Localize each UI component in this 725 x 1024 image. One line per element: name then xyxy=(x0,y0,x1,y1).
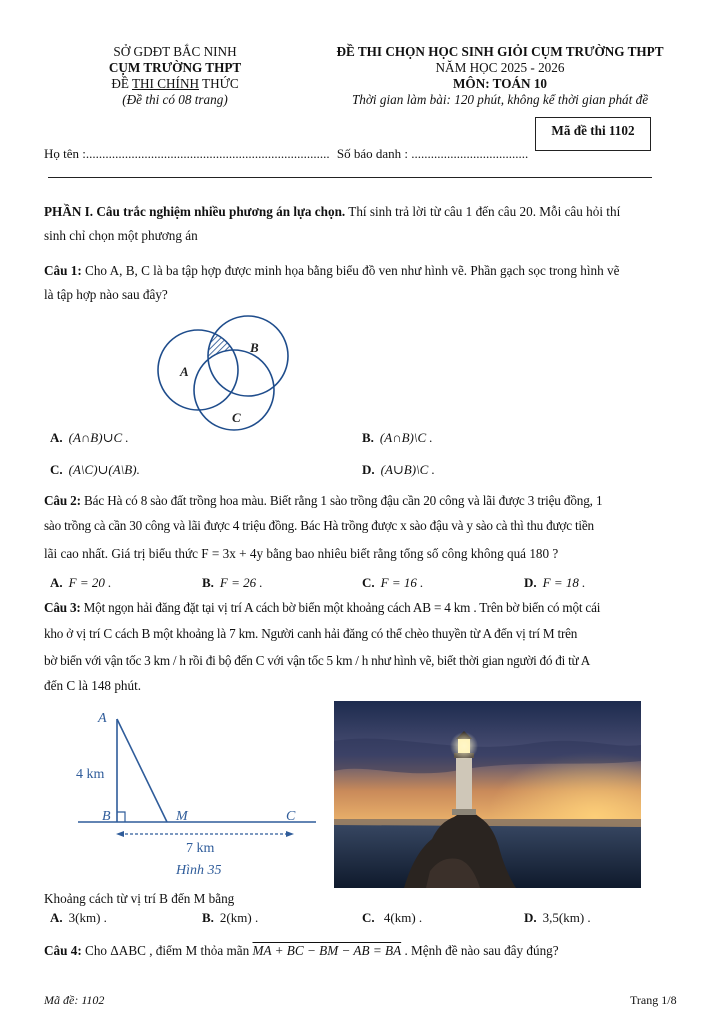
q2-text-2: sào trồng cà cần 30 công và lãi được 4 triệu đồng. Bác Hà trồng được x sào đậu và y sào cà thì thu được tiền xyxy=(44,518,594,533)
exam-year: NĂM HỌC 2025 - 2026 xyxy=(435,60,565,75)
footer-page: Trang 1/8 xyxy=(630,993,677,1007)
q2-option-c[interactable]: C. F = 16 . xyxy=(362,575,424,590)
fig-label-7km: 7 km xyxy=(186,841,215,856)
segment-am xyxy=(117,719,167,822)
venn-label-b: B xyxy=(250,340,259,355)
exam-subject: MÔN: TOÁN 10 xyxy=(452,76,548,91)
venn-label-a: A xyxy=(180,364,189,379)
header-dept: SỞ GDĐT BẮC NINH xyxy=(113,44,237,59)
q3-triangle-figure xyxy=(72,704,322,882)
q3-option-c[interactable]: C. 4(km) . xyxy=(362,910,423,925)
fig-label-a: A xyxy=(98,711,107,726)
photo-lighthouse-tower xyxy=(456,757,472,815)
right-angle-mark xyxy=(117,812,125,822)
venn-label-c: C xyxy=(232,410,241,425)
q3-text-4: đến C là 148 phút. xyxy=(44,678,142,693)
fig-label-b: B xyxy=(102,809,111,824)
student-name-field: Họ tên :........................................................................... xyxy=(44,146,330,161)
arrow-right-icon xyxy=(286,831,294,837)
footer-code: Mã đề: 1102 xyxy=(44,993,105,1007)
arrow-left-icon xyxy=(116,831,124,837)
lighthouse-photo xyxy=(334,701,641,888)
q2-option-b[interactable]: B. F = 26 . xyxy=(202,575,263,590)
q1-option-b[interactable]: B. (A∩B)\C . xyxy=(362,430,433,445)
q1-text-2: là tập hợp nào sau đây? xyxy=(44,287,168,302)
header-divider xyxy=(48,177,652,178)
student-id-field: Số báo danh : .................................... xyxy=(336,146,529,161)
q3-option-a[interactable]: A. 3(km) . xyxy=(50,910,107,925)
exam-title: ĐỀ THI CHỌN HỌC SINH GIỎI CỤM TRƯỜNG THPT xyxy=(336,44,664,59)
q4-vector-equation: MA + BC − BM − AB = BA xyxy=(252,943,402,958)
fig-label-4km: 4 km xyxy=(76,767,105,782)
part1-instructions-2: sinh chỉ chọn một phương án xyxy=(44,228,198,243)
q4-label: Câu 4: xyxy=(44,943,82,958)
q3-option-b[interactable]: B. 2(km) . xyxy=(202,910,259,925)
q3-ask: Khoảng cách từ vị trí B đến M bằng xyxy=(44,891,235,906)
q2-option-d[interactable]: D. F = 18 . xyxy=(524,575,586,590)
q3-text-2: kho ở vị trí C cách B một khoảng là 7 km. Người canh hải đăng có thể chèo thuyền từ A đến vị trí M trên xyxy=(44,626,578,641)
q3-label: Câu 3: xyxy=(44,600,81,615)
fig-label-m: M xyxy=(176,809,188,824)
q1-option-c[interactable]: C. (A\C)∪(A\B). xyxy=(50,462,140,477)
exam-code-box: Mã đề thi 1102 xyxy=(535,117,651,151)
q4-text: Câu 4: Cho ΔABC , điểm M thỏa mãn MA + BC − BM − AB = BA . Mệnh đề nào sau đây đúng? xyxy=(44,943,559,958)
header-pages: (Đề thi có 08 trang) xyxy=(122,92,228,107)
q1-label: Câu 1: xyxy=(44,263,82,278)
venn-diagram xyxy=(150,312,310,434)
q3-text-3: bờ biển với vận tốc 3 km / h rồi đi bộ đến C với vận tốc 5 km / h như hình vẽ, biết thời gian người đó đi từ A xyxy=(44,653,591,668)
q2-text-1: Câu 2: Bác Hà có 8 sào đất trồng hoa màu. Biết rằng 1 sào trồng đậu cần 20 công và lãi được 3 triệu đồng, 1 xyxy=(44,493,603,508)
student-line xyxy=(44,146,528,162)
q1-option-a[interactable]: A. (A∩B)∪C . xyxy=(50,430,129,445)
q3-text-1: Câu 3: Một ngọn hải đăng đặt tại vị trí A cách bờ biển một khoảng cách AB = 4 km . Trên bờ biển có một cái xyxy=(44,600,601,615)
fig-caption: Hình 35 xyxy=(176,863,222,878)
q2-text-3: lãi cao nhất. Giá trị biểu thức F = 3x + 4y bằng bao nhiêu biết rằng tổng số công không quá 180 ? xyxy=(44,546,559,561)
q1-option-d[interactable]: D. (A∪B)\C . xyxy=(362,462,435,477)
q1-text-1: Câu 1: Cho A, B, C là ba tập hợp được minh họa bằng biểu đồ ven như hình vẽ. Phần gạch sọc trong hình vẽ xyxy=(44,263,620,278)
part1-heading: PHẦN I. Câu trắc nghiệm nhiều phương án lựa chọn. xyxy=(44,204,346,219)
fig-label-c: C xyxy=(286,809,296,824)
header-left xyxy=(60,44,290,108)
exam-time: Thời gian làm bài: 120 phút, không kể thời gian phát đề xyxy=(351,92,649,107)
q2-option-a[interactable]: A. F = 20 . xyxy=(50,575,112,590)
q2-label: Câu 2: xyxy=(44,493,81,508)
part1-instructions: PHẦN I. Câu trắc nghiệm nhiều phương án lựa chọn. Thí sinh trả lời từ câu 1 đến câu 20. Mỗi câu hỏi thí xyxy=(44,204,621,219)
q3-option-d[interactable]: D. 3,5(km) . xyxy=(524,910,591,925)
header-official: ĐỀ THI CHÍNH THỨC xyxy=(111,76,239,91)
header-right xyxy=(305,44,695,108)
header-cluster: CỤM TRƯỜNG THPT xyxy=(108,60,242,75)
